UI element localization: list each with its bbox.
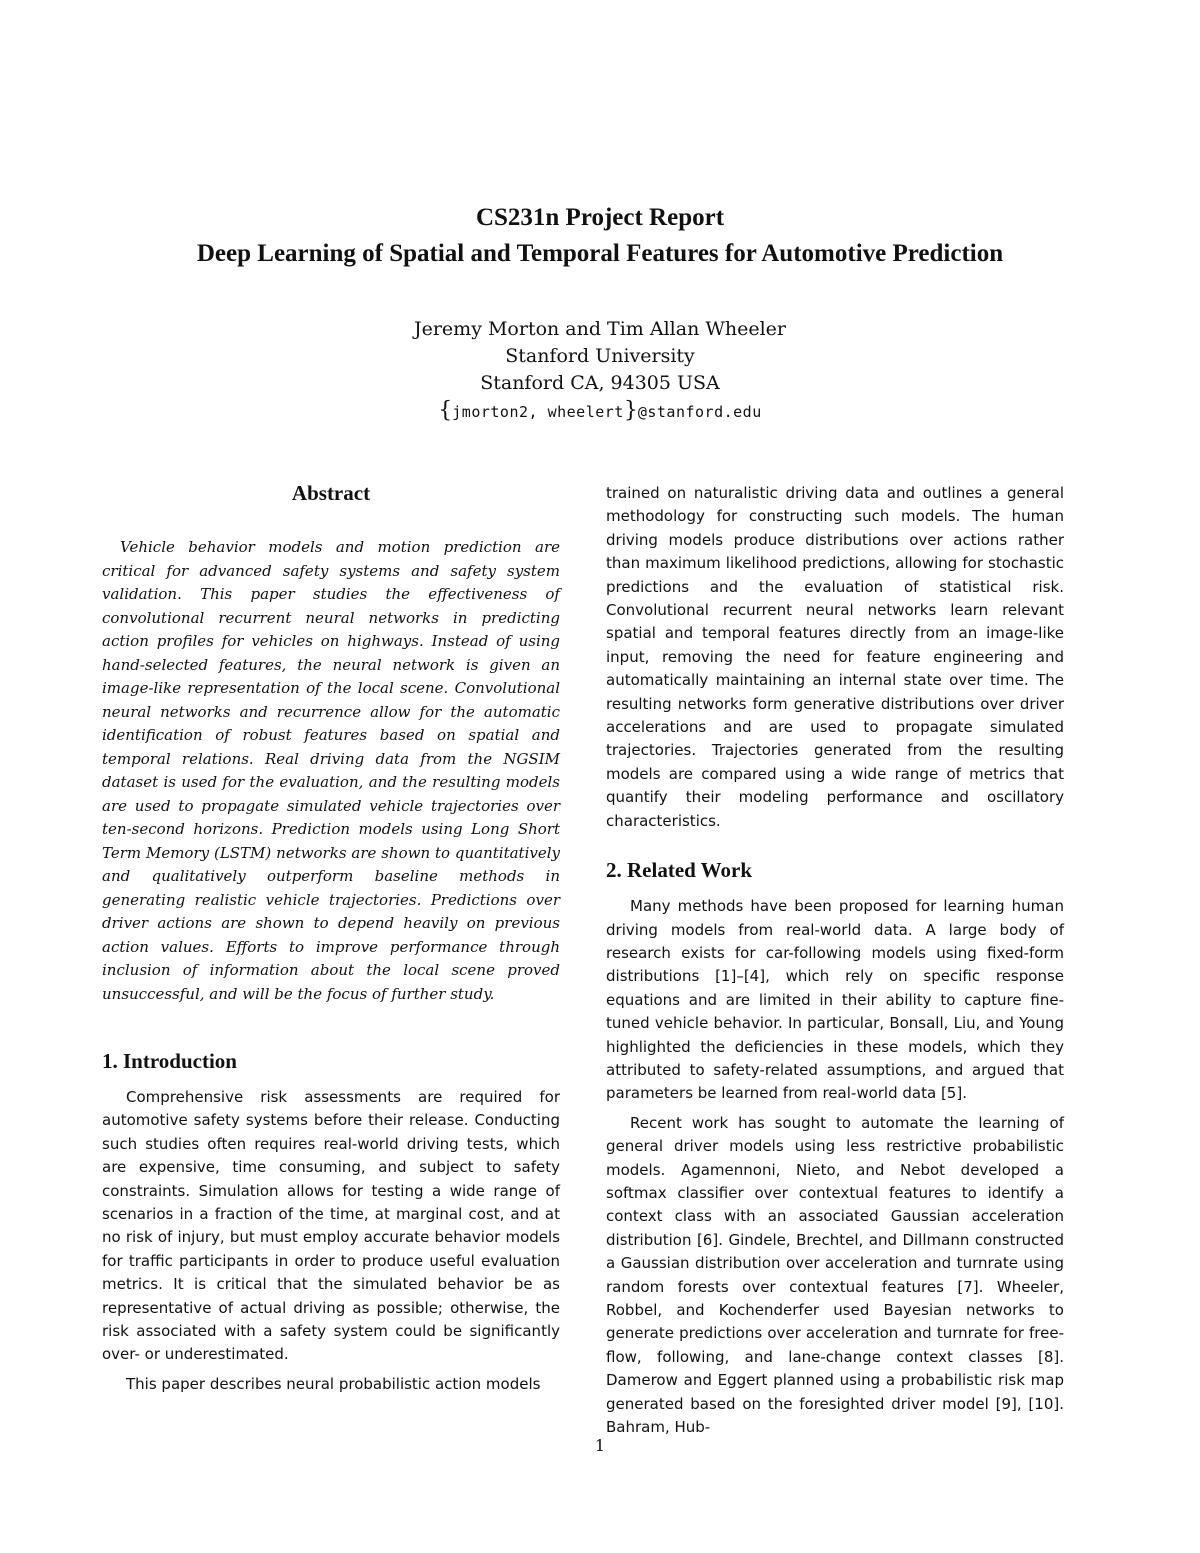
introduction-paragraph: Comprehensive risk assessments are required for automotive safety systems before their release. Conducting such studies often requires real-world driving tests, which are expensive, time consuming, and subject to safety constraints. Simulation allows for testing a wide range of scenarios in a fraction of the time, at marginal cost, and at no risk of injury, but must employ accurate behavior models for traffic participants in order to produce useful evaluation metrics. It is critical that the simulated behavior be as representative of actual driving as possible; otherwise, the risk associated with a safety system could be significantly over- or underestimated. [102,1088,560,1364]
email-brace-open: { [438,398,453,423]
right-column [606,482,1064,1439]
email-brace-close: } [623,398,638,423]
abstract-heading: Abstract [291,481,371,505]
title-line-1: CS231n Project Report [475,204,725,231]
introduction-paragraph: This paper describes neural probabilistic action models [126,1374,541,1393]
introduction-continuation: trained on naturalistic driving data and outlines a general methodology for constructing such models. The human driving models produce distributions over actions rather than maximum likelihood predictions, allowing for stochastic predictions and the evaluation of statistical risk. Convolutional recurrent neural networks learn relevant spatial and temporal features directly from an image-like input, removing the need for feature engineering and automatically maintaining an internal state over time. The resulting networks form generative distributions over driver accelerations and are used to propagate simulated trajectories. Trajectories generated from the resulting models are compared using a wide range of metrics that quantify their modeling performance and oscillatory characteristics. [606,484,1064,830]
page-number: 1 [594,1436,606,1455]
related-work-paragraph: Many methods have been proposed for learning human driving models from real-world data. A large body of research exists for car-following models using fixed-form distributions [1]–[4], which rely on specific response equations and are limited in their ability to capture fine-tuned vehicle behavior. In particular, Bonsall, Liu, and Young highlighted the deficiencies in these models, which they attributed to safety-related assumptions, and argued that parameters be learned from real-world data [5]. [606,897,1064,1103]
related-work-paragraph: Recent work has sought to automate the learning of general driver models using less restrictive probabilistic models. Agamennoni, Nieto, and Nebot developed a softmax classifier over contextual features to identify a context class with an associated Gaussian acceleration distribution [6]. Gindele, Brechtel, and Dillmann constructed a Gaussian distribution over acceleration and turnrate using random forests over contextual features [7]. Wheeler, Robbel, and Kochenderfer used Bayesian networks to generate predictions over acceleration and turnrate for free-flow, following, and lane-change context classes [8]. Damerow and Eggert planned using a probabilistic risk map generated based on the foresighted driver model [9], [10]. Bahram, Hub- [606,1113,1064,1437]
email-users: jmorton2, wheelert [452,403,624,421]
related-work-heading: 2. Related Work [606,858,753,883]
author-block [0,316,1200,427]
introduction-heading: 1. Introduction [102,1049,237,1073]
author-address: Stanford CA, 94305 USA [480,372,720,394]
title-block [0,200,1200,272]
abstract-text: Vehicle behavior models and motion prediction are critical for advanced safety systems and safety system validation. This paper studies the effectiveness of convolutional recurrent neural networks in predicting action profiles for vehicles on highways. Instead of using hand-selected features, the neural network is given an image-like representation of the local scene. Convolutional neural networks and recurrence allow for the automatic identification of robust features based on spatial and temporal relations. Real driving data from the NGSIM dataset is used for the evaluation, and the resulting models are used to propagate simulated vehicle trajectories over ten-second horizons. Prediction models using Long Short Term Memory (LSTM) networks are shown to quantitatively and qualitatively outperform baseline methods in generating realistic vehicle trajectories. Predictions over driver actions are shown to depend heavily on previous action values. Efforts to improve performance through inclusion of information about the local scene proved unsuccessful, and will be the focus of further study. [102,538,560,1003]
author-email [0,397,1200,427]
author-affiliation: Stanford University [505,345,695,367]
left-column [102,478,560,1396]
title-line-2: Deep Learning of Spatial and Temporal Features for Automotive Prediction [196,240,1004,267]
email-domain: @stanford.edu [637,403,762,421]
author-names: Jeremy Morton and Tim Allan Wheeler [413,318,786,340]
